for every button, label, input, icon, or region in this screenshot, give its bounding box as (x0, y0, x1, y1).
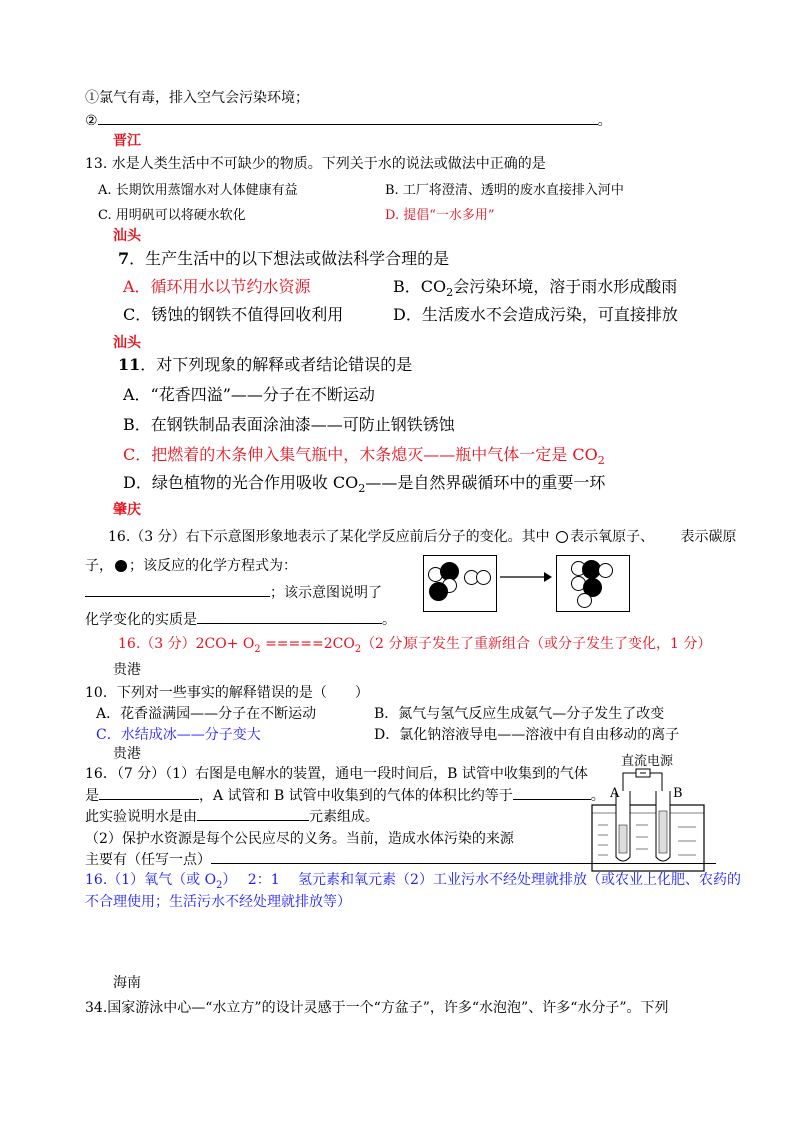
oxygen-atom-icon (577, 593, 592, 608)
q11-option-b: B．在钢铁制品表面涂油漆——可防止钢铁锈蚀 (123, 415, 455, 434)
q16b-line2: 是 ，A 试管和 B 试管中收集到的气体的体积比约等于 。 (85, 785, 605, 805)
q10-stem: 10．下列对一些事实的解释错误的是（ ） (85, 685, 369, 701)
q13-option-c: C. 用明矾可以将硬水软化 (98, 208, 246, 223)
q16b-line5: 主要有（任写一点） (85, 849, 716, 869)
q16b-answer-line1: 16.（1）氧气（或 $O_2$） 2：1 氢元素和氧元素（2）工业污水不经处理就排放（或农业上化肥、农药的 (85, 872, 741, 891)
q11-option-a: A．“花香四溢”——分子在不断运动 (123, 385, 375, 404)
prev-question-line2: ② 。 (85, 110, 612, 130)
prev-question-line1: ①氯气有毒，排入空气会污染环境； (85, 90, 309, 106)
reaction-arrow-icon (500, 570, 552, 584)
q16a-line3: ；该示意图说明了 (85, 582, 382, 602)
region-label-shantou-1: 汕头 (113, 228, 141, 244)
q34-line1: 34.国家游泳中心—“水立方”的设计灵感于一个“方盆子”，许多“水泡泡”、许多“水分子”。下列 (85, 1000, 669, 1016)
q16b-line1: 16．（7 分）（1）右图是电解水的装置，通电一段时间后，B 试管中收集到的气体 (85, 766, 588, 782)
gas-blank (99, 785, 199, 800)
q16b-line4: （2）保护水资源是每个公民应尽的义务。当前，造成水体污染的来源 (85, 831, 514, 847)
dc-power-label: 直流电源 (621, 754, 674, 769)
answer-blank (98, 110, 598, 125)
region-label-zhaoqing: 肇庆 (113, 502, 141, 518)
carbon-atom-icon (429, 582, 448, 601)
molecules-after-box (556, 555, 630, 612)
q7-option-b: B．$CO_2$会污染环境，溶于雨水形成酸雨 (393, 277, 678, 300)
q10-option-b: B．氮气与氢气反应生成氨气—分子发生了改变 (374, 706, 665, 722)
q7-option-a: A．循环用水以节约水资源 (123, 277, 311, 296)
q13-option-a: A. 长期饮用蒸馏水对人体健康有益 (98, 183, 298, 198)
q16a-answer-part2: 原子发生了重新组合（或分子发生了变化，1 分） (404, 636, 712, 652)
q11-option-c: C．把燃着的木条伸入集气瓶中，木条熄灭——瓶中气体一定是 $CO_2$ (123, 445, 605, 468)
oxygen-atom-icon (556, 531, 568, 543)
q13-stem: 13. 水是人类生活中不可缺少的物质。下列关于水的说法或做法中正确的是 (85, 156, 546, 172)
region-label-shantou-2: 汕头 (113, 335, 141, 351)
q10-option-a: A．花香溢满园——分子在不断运动 (96, 706, 317, 722)
q7-stem: 7．生产生活中的以下想法或做法科学合理的是 (118, 249, 450, 268)
carbon-atom-icon (115, 560, 127, 572)
q10-option-c: C．水结成冰——分子变大 (96, 727, 261, 743)
q10-option-d: D．氯化钠溶液导电——溶液中有自由移动的离子 (374, 727, 680, 743)
molecules-before-box (423, 555, 497, 612)
region-label-jinjiang: 晋江 (113, 133, 141, 149)
region-label-guigang-1: 贵港 (113, 662, 141, 678)
equation-blank (85, 582, 270, 597)
tube-a-label: A (610, 786, 620, 801)
tube-b-label: B (673, 786, 683, 801)
q16b-answer-line2: 不合理使用；生活污水不经处理就排放等） (85, 894, 351, 910)
q11-option-d: D．绿色植物的光合作用吸收 $CO_2——$是自然界碳循环中的重要一环 (123, 473, 606, 496)
q16b-line3: 此实验说明水是由 元素组成。 (85, 806, 379, 826)
q7-option-d: D．生活废水不会造成污染，可直接排放 (393, 305, 678, 324)
q11-stem: 11．对下列现象的解释或者结论错误的是 (118, 355, 413, 374)
region-label-guigang-2: 贵港 (113, 746, 141, 762)
oxygen-atom-icon (598, 563, 613, 578)
q16a-line2: 子， ；该反应的化学方程式为： (85, 558, 297, 574)
q16a-line1: 16.（3 分）右下示意图形象地表示了某化学反应前后分子的变化。其中 表示氧原子、 表示碳原 (108, 529, 737, 545)
q13-option-b: B. 工厂将澄清、透明的废水直接排入河中 (385, 183, 624, 198)
essence-blank (197, 609, 382, 624)
q13-option-d: D. 提倡“一水多用” (385, 208, 495, 223)
region-label-hainan: 海南 (113, 975, 141, 991)
element-blank (197, 806, 309, 821)
ratio-blank (513, 785, 591, 800)
q16a-line4: 化学变化的实质是 。 (85, 609, 396, 629)
q7-option-c: C．锈蚀的钢铁不值得回收利用 (123, 305, 344, 324)
oxygen-atom-icon (476, 570, 491, 585)
electrolysis-apparatus-diagram (590, 765, 710, 877)
q16a-answer: 16.（3 分）$2CO+ O_2 =====2CO_2(2$ 分） (118, 636, 417, 655)
